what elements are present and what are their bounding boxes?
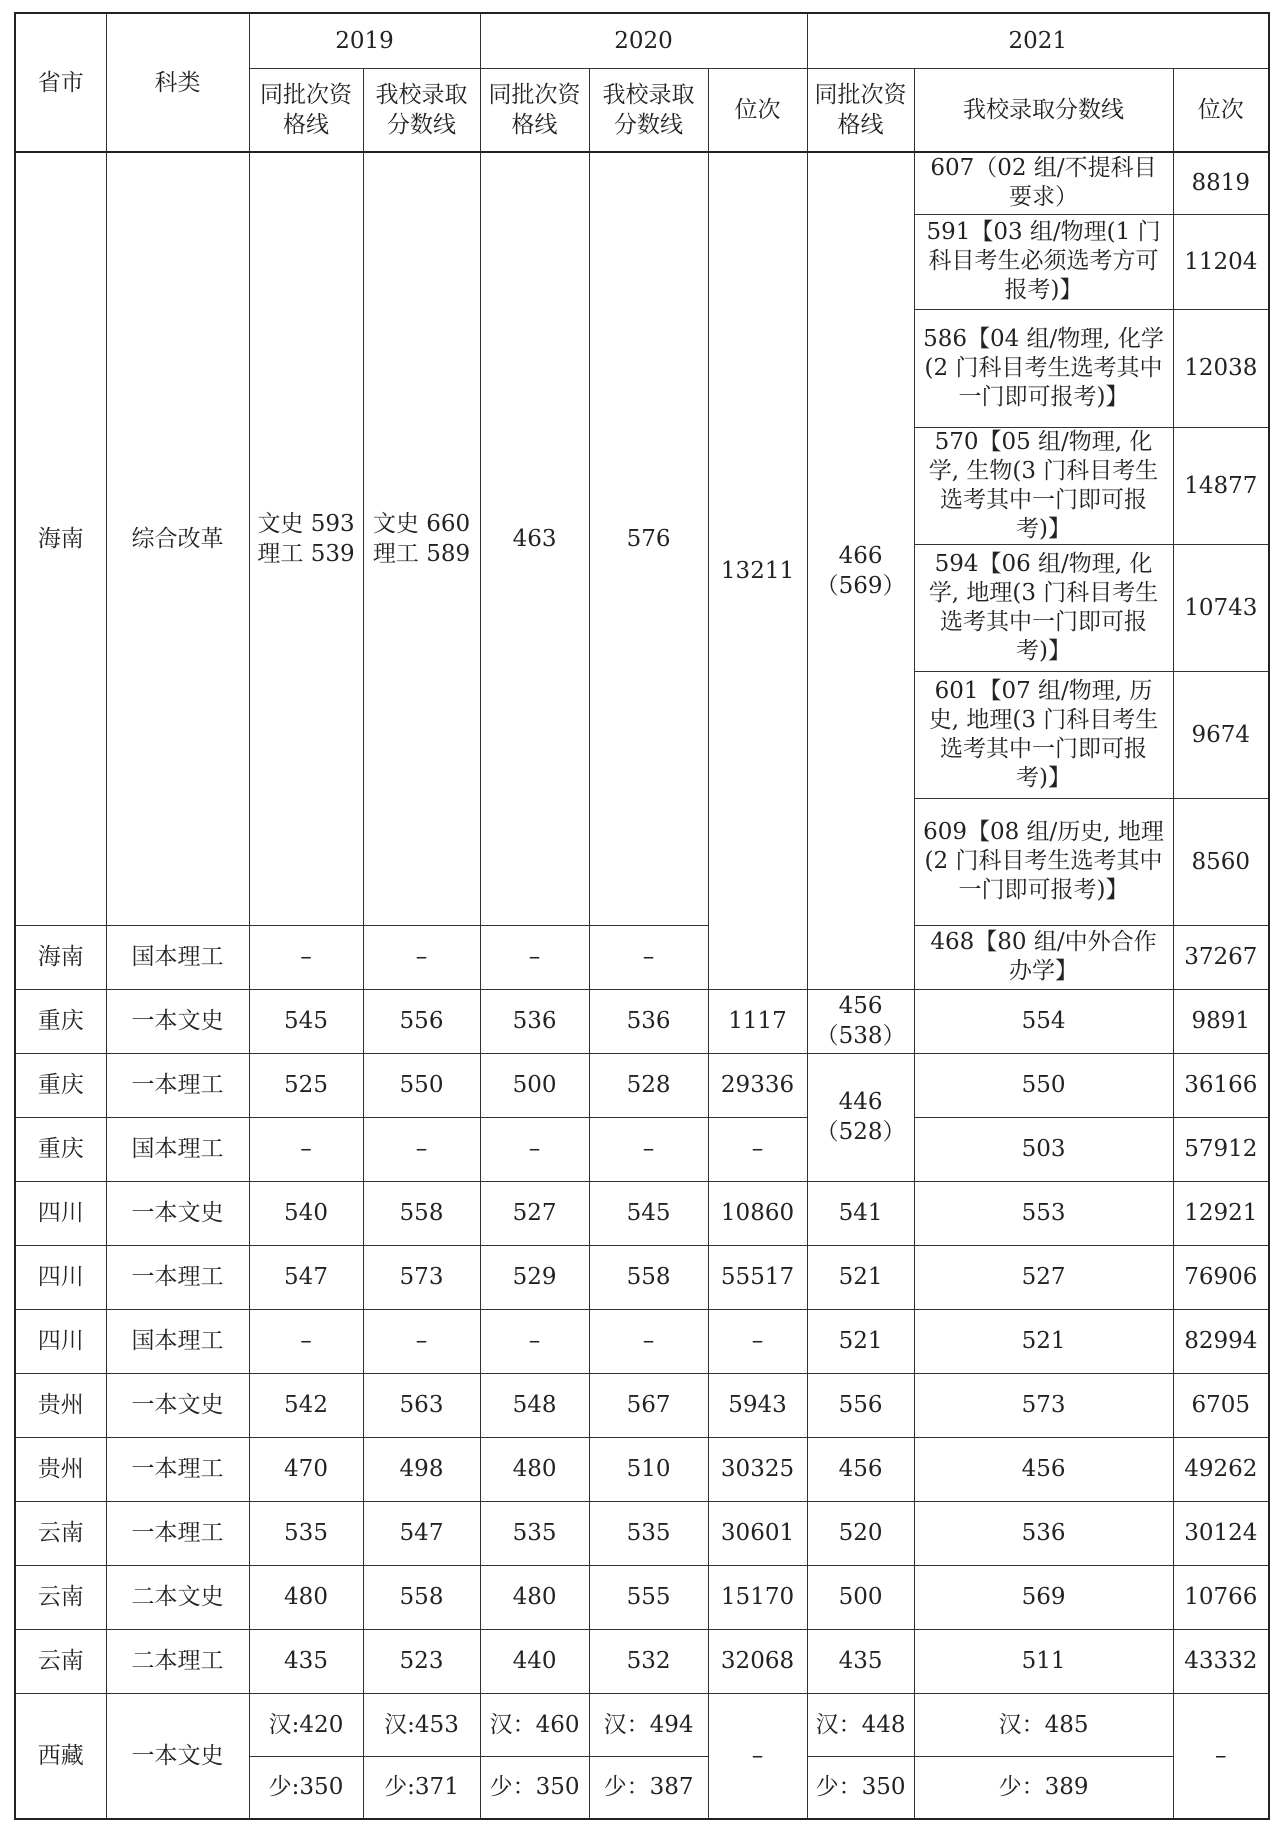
cell-category: 国本理工	[106, 1309, 249, 1373]
table-row	[15, 1373, 1269, 1437]
cell: 532	[589, 1629, 708, 1693]
cell: 446（528）	[807, 1053, 914, 1181]
cell: –	[249, 1309, 363, 1373]
cell: –	[480, 1309, 589, 1373]
cell: 汉：460	[480, 1693, 589, 1756]
cell-rank: 82994	[1173, 1309, 1269, 1373]
cell: –	[480, 1117, 589, 1181]
cell-rank: 15170	[708, 1565, 807, 1629]
cell: –	[480, 925, 589, 989]
cell: 553	[914, 1181, 1173, 1245]
cell-category: 一本理工	[106, 1245, 249, 1309]
cell: 汉:453	[363, 1693, 480, 1756]
cell: 550	[914, 1053, 1173, 1117]
table-row	[15, 1181, 1269, 1245]
cell: 545	[589, 1181, 708, 1245]
cell: 536	[914, 1501, 1173, 1565]
cell-rank: 30325	[708, 1437, 807, 1501]
cell: 573	[914, 1373, 1173, 1437]
cell: 498	[363, 1437, 480, 1501]
cell: 554	[914, 989, 1173, 1053]
cell: 556	[807, 1373, 914, 1437]
cell-rank: 10766	[1173, 1565, 1269, 1629]
cell-rank: –	[708, 1309, 807, 1373]
cell-rank: –	[1173, 1693, 1269, 1819]
cell-province: 西藏	[15, 1693, 106, 1819]
cell-province: 四川	[15, 1309, 106, 1373]
cell-rank: 9674	[1173, 671, 1269, 798]
cell: –	[363, 1117, 480, 1181]
cell: 535	[480, 1501, 589, 1565]
cell: 547	[249, 1245, 363, 1309]
cell-rank: 13211	[708, 152, 807, 989]
header-same-batch-line: 同批次资格线	[480, 68, 589, 152]
cell-rank: 10860	[708, 1181, 807, 1245]
cell-rank: –	[708, 1117, 807, 1181]
cell-rank: 55517	[708, 1245, 807, 1309]
header-2021: 2021	[807, 13, 1269, 68]
cell: 535	[249, 1501, 363, 1565]
cell-rank: 49262	[1173, 1437, 1269, 1501]
cell-rank: –	[708, 1693, 807, 1819]
cell-category: 一本理工	[106, 1437, 249, 1501]
cell-category: 一本理工	[106, 1053, 249, 1117]
cell-category: 国本理工	[106, 925, 249, 989]
table-row	[15, 1053, 1269, 1117]
header-rank: 位次	[1173, 68, 1269, 152]
cell: 563	[363, 1373, 480, 1437]
cell: 545	[249, 989, 363, 1053]
cell: 521	[807, 1309, 914, 1373]
cell-category: 二本文史	[106, 1565, 249, 1629]
cell-province: 贵州	[15, 1437, 106, 1501]
cell: 558	[589, 1245, 708, 1309]
cell-group-score: 607（02 组/不提科目要求）	[914, 152, 1173, 214]
cell-rank: 32068	[708, 1629, 807, 1693]
cell-category: 一本文史	[106, 1693, 249, 1819]
cell-group-score: 601【07 组/物理, 历史, 地理(3 门科目考生选考其中一门即可报考)】	[914, 671, 1173, 798]
cell-rank: 9891	[1173, 989, 1269, 1053]
cell: 463	[480, 152, 589, 925]
cell-rank: 37267	[1173, 925, 1269, 989]
header-2019: 2019	[249, 13, 480, 68]
table-row	[15, 1117, 1269, 1181]
cell: –	[589, 1309, 708, 1373]
cell-province: 重庆	[15, 989, 106, 1053]
cell-rank: 14877	[1173, 427, 1269, 544]
table-row	[15, 989, 1269, 1053]
cell: 523	[363, 1629, 480, 1693]
cell: 435	[807, 1629, 914, 1693]
cell-province: 云南	[15, 1501, 106, 1565]
cell-rank: 5943	[708, 1373, 807, 1437]
cell: –	[363, 925, 480, 989]
cell-category: 二本理工	[106, 1629, 249, 1693]
cell: 少：387	[589, 1756, 708, 1819]
cell: 535	[589, 1501, 708, 1565]
cell-group-score: 570【05 组/物理, 化学, 生物(3 门科目考生选考其中一门即可报考)】	[914, 427, 1173, 544]
cell-province: 贵州	[15, 1373, 106, 1437]
cell: 470	[249, 1437, 363, 1501]
cell: 536	[480, 989, 589, 1053]
cell: 文史 593 理工 539	[249, 152, 363, 925]
cell-rank: 76906	[1173, 1245, 1269, 1309]
cell: 521	[807, 1245, 914, 1309]
cell-group-score: 586【04 组/物理, 化学(2 门科目考生选考其中一门即可报考)】	[914, 309, 1173, 427]
cell: 500	[807, 1565, 914, 1629]
cell: 汉:420	[249, 1693, 363, 1756]
cell-rank: 43332	[1173, 1629, 1269, 1693]
cell: 511	[914, 1629, 1173, 1693]
cell: 汉：485	[914, 1693, 1173, 1756]
cell-province: 云南	[15, 1565, 106, 1629]
cell-rank: 1117	[708, 989, 807, 1053]
cell-rank: 30124	[1173, 1501, 1269, 1565]
cell-rank: 12038	[1173, 309, 1269, 427]
cell-province: 海南	[15, 152, 106, 925]
cell-category: 一本文史	[106, 1181, 249, 1245]
cell: 556	[363, 989, 480, 1053]
header-province: 省市	[15, 13, 106, 152]
cell-category: 一本理工	[106, 1501, 249, 1565]
cell: –	[249, 1117, 363, 1181]
cell-province: 重庆	[15, 1053, 106, 1117]
cell-group-score: 468【80 组/中外合作办学】	[914, 925, 1173, 989]
cell: 555	[589, 1565, 708, 1629]
cell-rank: 30601	[708, 1501, 807, 1565]
cell: 542	[249, 1373, 363, 1437]
cell: 550	[363, 1053, 480, 1117]
cell-province: 云南	[15, 1629, 106, 1693]
cell: 435	[249, 1629, 363, 1693]
cell: –	[249, 925, 363, 989]
cell: –	[589, 925, 708, 989]
cell: 少：350	[480, 1756, 589, 1819]
table-row	[15, 1309, 1269, 1373]
table-row	[15, 1693, 1269, 1756]
cell-rank: 29336	[708, 1053, 807, 1117]
cell: 521	[914, 1309, 1173, 1373]
header-rank: 位次	[708, 68, 807, 152]
cell: 汉：448	[807, 1693, 914, 1756]
header-school-score: 我校录取分数线	[363, 68, 480, 152]
table-row	[15, 925, 1269, 989]
header-category: 科类	[106, 13, 249, 152]
cell-rank: 6705	[1173, 1373, 1269, 1437]
cell-rank: 11204	[1173, 214, 1269, 309]
cell-rank: 10743	[1173, 544, 1269, 671]
cell: 456	[914, 1437, 1173, 1501]
cell: –	[363, 1309, 480, 1373]
cell: 525	[249, 1053, 363, 1117]
cell: 480	[249, 1565, 363, 1629]
cell-province: 海南	[15, 925, 106, 989]
cell-category: 一本文史	[106, 1373, 249, 1437]
cell-province: 四川	[15, 1181, 106, 1245]
cell: 540	[249, 1181, 363, 1245]
cell: 548	[480, 1373, 589, 1437]
cell: 440	[480, 1629, 589, 1693]
cell: 527	[480, 1181, 589, 1245]
cell-province: 重庆	[15, 1117, 106, 1181]
cell-rank: 8819	[1173, 152, 1269, 214]
cell: 456	[807, 1437, 914, 1501]
cell-province: 四川	[15, 1245, 106, 1309]
cell: 466（569）	[807, 152, 914, 989]
admission-score-table	[14, 12, 1270, 1820]
cell: 558	[363, 1565, 480, 1629]
cell: 528	[589, 1053, 708, 1117]
cell: 480	[480, 1437, 589, 1501]
cell-category: 国本理工	[106, 1117, 249, 1181]
cell-category: 一本文史	[106, 989, 249, 1053]
cell-rank: 8560	[1173, 798, 1269, 925]
cell: 500	[480, 1053, 589, 1117]
cell-rank: 36166	[1173, 1053, 1269, 1117]
cell: 576	[589, 152, 708, 925]
cell: 少:350	[249, 1756, 363, 1819]
cell: 573	[363, 1245, 480, 1309]
header-school-score: 我校录取分数线	[589, 68, 708, 152]
cell: 520	[807, 1501, 914, 1565]
cell: 536	[589, 989, 708, 1053]
table-row	[15, 1565, 1269, 1629]
cell: 558	[363, 1181, 480, 1245]
cell: 569	[914, 1565, 1173, 1629]
cell: 汉：494	[589, 1693, 708, 1756]
header-same-batch-line: 同批次资格线	[249, 68, 363, 152]
cell-group-score: 594【06 组/物理, 化学, 地理(3 门科目考生选考其中一门即可报考)】	[914, 544, 1173, 671]
cell: 529	[480, 1245, 589, 1309]
cell-group-score: 591【03 组/物理(1 门科目考生必须选考方可报考)】	[914, 214, 1173, 309]
cell-rank: 12921	[1173, 1181, 1269, 1245]
cell: 510	[589, 1437, 708, 1501]
table-row	[15, 1501, 1269, 1565]
header-school-score: 我校录取分数线	[914, 68, 1173, 152]
cell-category: 综合改革	[106, 152, 249, 925]
table-row	[15, 1245, 1269, 1309]
table-row	[15, 1629, 1269, 1693]
table-row	[15, 152, 1269, 214]
cell-group-score: 609【08 组/历史, 地理(2 门科目考生选考其中一门即可报考)】	[914, 798, 1173, 925]
cell: 少:371	[363, 1756, 480, 1819]
cell: –	[589, 1117, 708, 1181]
cell: 547	[363, 1501, 480, 1565]
cell: 480	[480, 1565, 589, 1629]
cell: 少：389	[914, 1756, 1173, 1819]
cell: 527	[914, 1245, 1173, 1309]
cell: 文史 660 理工 589	[363, 152, 480, 925]
cell: 少：350	[807, 1756, 914, 1819]
cell: 503	[914, 1117, 1173, 1181]
cell-rank: 57912	[1173, 1117, 1269, 1181]
table-row	[15, 1437, 1269, 1501]
cell: 541	[807, 1181, 914, 1245]
header-2020: 2020	[480, 13, 807, 68]
cell: 567	[589, 1373, 708, 1437]
header-same-batch-line: 同批次资格线	[807, 68, 914, 152]
cell: 456（538）	[807, 989, 914, 1053]
